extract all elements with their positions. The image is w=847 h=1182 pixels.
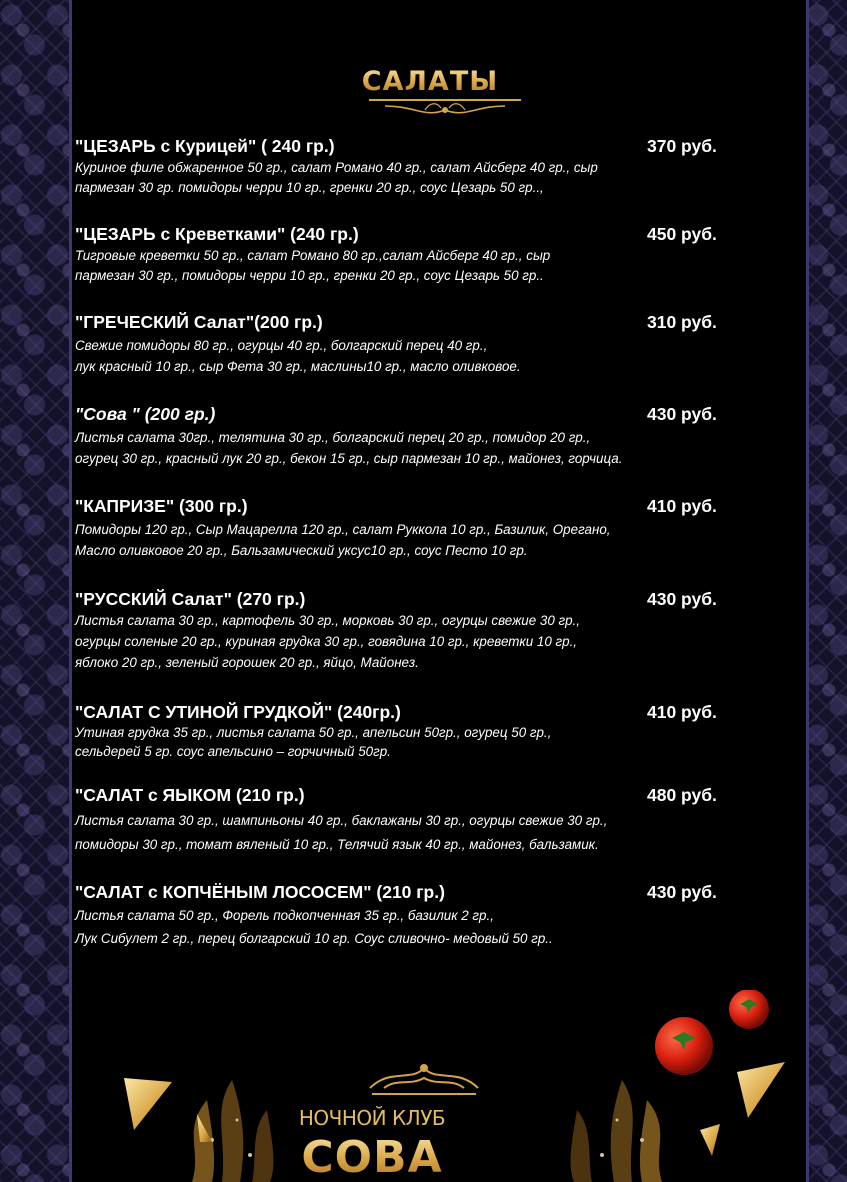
item-price: 410 руб.: [647, 702, 717, 722]
item-name: "САЛАТ с КОПЧЁНЫМ ЛОСОСЕМ" (210 гр.): [75, 882, 445, 902]
item-desc-line: Лук Сибулет 2 гр., перец болгарский 10 гр. Соус сливочно- медовый 50 гр..: [75, 931, 553, 946]
item-desc-line: Листья салата 30гр., телятина 30 гр., болгарский перец 20 гр., помидор 20 гр.,: [75, 430, 591, 445]
item-name: "Сова " (200 гр.): [75, 404, 216, 424]
tomato-icon: [729, 990, 769, 1029]
club-name-logo: СОВА: [292, 1132, 452, 1182]
item-price: 410 руб.: [647, 496, 717, 516]
item-name: "ЦЕЗАРЬ с Курицей" ( 240 гр.): [75, 136, 335, 156]
item-price: 450 руб.: [647, 224, 717, 244]
item-price: 430 руб.: [647, 882, 717, 902]
gold-triangle-icon: [700, 1124, 720, 1156]
item-desc-line: Масло оливковое 20 гр., Бальзамический уксус10 гр., соус Песто 10 гр.: [75, 543, 528, 558]
item-price: 310 руб.: [647, 312, 717, 332]
item-desc-line: Листья салата 30 гр., шампиньоны 40 гр., баклажаны 30 гр., огурцы свежие 30 гр.,: [75, 813, 608, 828]
tomato-icon: [655, 1017, 713, 1075]
gold-triangle-icon: [737, 1062, 785, 1118]
item-name: "ГРЕЧЕСКИЙ Салат"(200 гр.): [75, 312, 323, 332]
item-desc-line: помидоры 30 гр., томат вяленый 10 гр., Телячий язык 40 гр., майонез, бальзамик.: [75, 837, 599, 852]
item-desc-line: яблоко 20 гр., зеленый горошек 20 гр., яйцо, Майонез.: [75, 655, 419, 670]
item-name: "САЛАТ с ЯЫКОМ (210 гр.): [75, 785, 305, 805]
item-desc-line: Тигровые креветки 50 гр., салат Романо 80 гр.,салат Айсберг 40 гр., сыр: [75, 248, 551, 263]
item-desc-line: Листья салата 50 гр., Форель подкопченная 35 гр., базилик 2 гр.,: [75, 908, 494, 923]
item-name: "САЛАТ С УТИНОЙ ГРУДКОЙ" (240гр.): [75, 702, 401, 722]
item-desc-line: огурцы соленые 20 гр., куриная грудка 30 гр., говядина 10 гр., креветки 10 гр.,: [75, 634, 578, 649]
ornament-border-right: [806, 0, 847, 1182]
gold-splash-right-icon: [571, 1080, 662, 1182]
page-title: САЛАТЫ: [330, 66, 530, 97]
item-name: "КАПРИЗЕ" (300 гр.): [75, 496, 248, 516]
club-label: НОЧНОЙ КЛУБ: [298, 1106, 446, 1130]
ornament-border-left: [0, 0, 72, 1182]
gold-triangle-icon: [124, 1078, 172, 1130]
item-price: 480 руб.: [647, 785, 717, 805]
item-name: "ЦЕЗАРЬ с Креветками" (240 гр.): [75, 224, 359, 244]
item-desc-line: пармезан 30 гр., помидоры черри 10 гр., гренки 20 гр., соус Цезарь 50 гр..: [75, 268, 544, 283]
item-desc-line: Свежие помидоры 80 гр., огурцы 40 гр., болгарский перец 40 гр.,: [75, 338, 488, 353]
item-desc-line: пармезан 30 гр. помидоры черри 10 гр., гренки 20 гр., соус Цезарь 50 гр..,: [75, 180, 544, 195]
item-name: "РУССКИЙ Салат" (270 гр.): [75, 589, 306, 609]
item-desc-line: Помидоры 120 гр., Сыр Мацарелла 120 гр., салат Руккола 10 гр., Базилик, Орегано,: [75, 522, 611, 537]
item-desc-line: Листья салата 30 гр., картофель 30 гр., морковь 30 гр., огурцы свежие 30 гр.,: [75, 613, 580, 628]
item-desc-line: Утиная грудка 35 гр., листья салата 50 гр., апельсин 50гр., огурец 50 гр.,: [75, 725, 552, 740]
item-desc-line: Куриное филе обжаренное 50 гр., салат Романо 40 гр., салат Айсберг 40 гр., сыр: [75, 160, 598, 175]
title-flourish-icon: [365, 96, 525, 120]
item-price: 430 руб.: [647, 589, 717, 609]
item-price: 370 руб.: [647, 136, 717, 156]
item-desc-line: сельдерей 5 гр. соус апельсино – горчичный 50гр.: [75, 744, 391, 759]
club-logo-flourish-icon: [370, 1065, 478, 1094]
item-desc-line: огурец 30 гр., красный лук 20 гр., бекон 15 гр., сыр пармезан 10 гр., майонез, горчица.: [75, 451, 623, 466]
item-desc-line: лук красный 10 гр., сыр Фета 30 гр., маслины10 гр., масло оливковое.: [75, 359, 521, 374]
item-price: 430 руб.: [647, 404, 717, 424]
